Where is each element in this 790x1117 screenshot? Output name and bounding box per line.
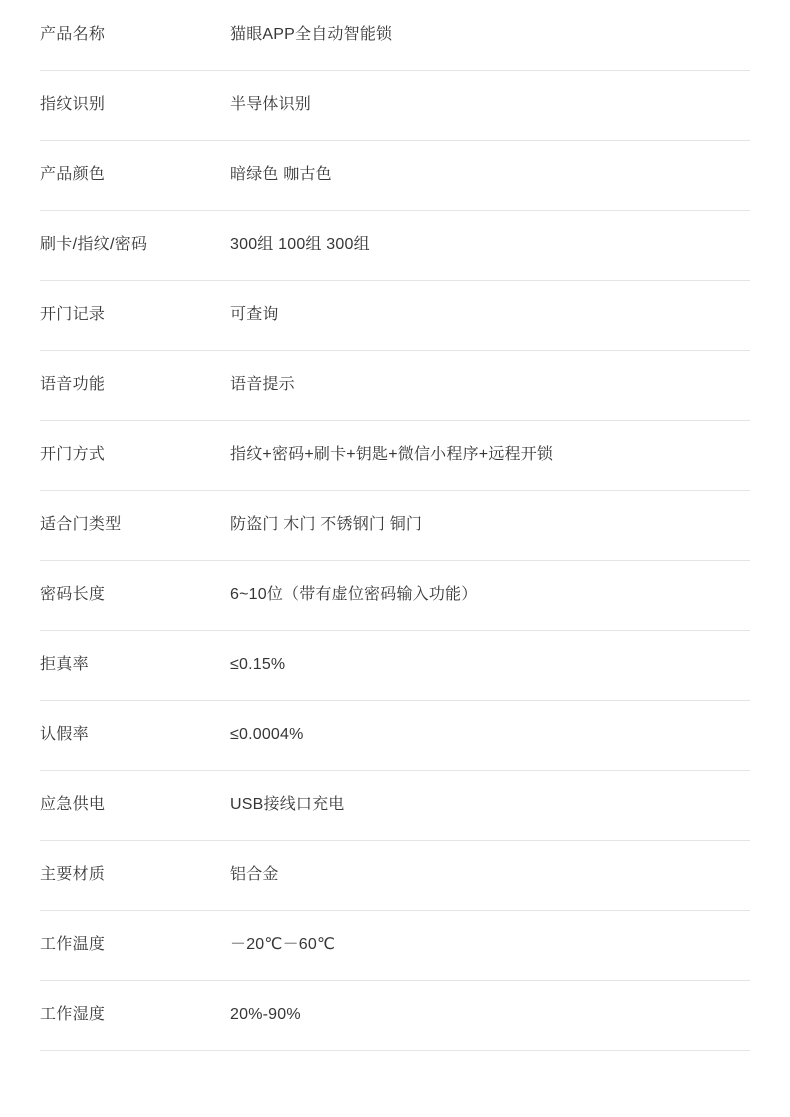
spec-label: 适合门类型: [40, 490, 230, 560]
spec-value: ≤0.15%: [230, 630, 750, 700]
spec-label: 刷卡/指纹/密码: [40, 210, 230, 280]
table-row: [40, 700, 750, 770]
table-row: [40, 630, 750, 700]
spec-label: 指纹识别: [40, 70, 230, 140]
spec-label: 开门方式: [40, 420, 230, 490]
spec-label: 拒真率: [40, 630, 230, 700]
table-row: [40, 210, 750, 280]
spec-value: 300组 100组 300组: [230, 210, 750, 280]
table-row: [40, 0, 750, 70]
spec-label: 认假率: [40, 700, 230, 770]
spec-label: 工作温度: [40, 910, 230, 980]
spec-value: 防盗门 木门 不锈钢门 铜门: [230, 490, 750, 560]
table-row: [40, 490, 750, 560]
spec-label: 产品名称: [40, 0, 230, 70]
spec-label: 工作湿度: [40, 980, 230, 1050]
spec-label: 密码长度: [40, 560, 230, 630]
spec-label: 开门记录: [40, 280, 230, 350]
spec-value: USB接线口充电: [230, 770, 750, 840]
table-row: [40, 280, 750, 350]
specification-table-body: [40, 0, 750, 1050]
table-row: [40, 840, 750, 910]
spec-value: 猫眼APP全自动智能锁: [230, 0, 750, 70]
table-row: [40, 350, 750, 420]
spec-value: 铝合金: [230, 840, 750, 910]
spec-value: 半导体识别: [230, 70, 750, 140]
spec-label: 应急供电: [40, 770, 230, 840]
spec-value: 指纹+密码+刷卡+钥匙+微信小程序+远程开锁: [230, 420, 750, 490]
spec-label: 产品颜色: [40, 140, 230, 210]
spec-label: 语音功能: [40, 350, 230, 420]
spec-value: 暗绿色 咖古色: [230, 140, 750, 210]
spec-label: 主要材质: [40, 840, 230, 910]
spec-value: 语音提示: [230, 350, 750, 420]
table-row: [40, 70, 750, 140]
spec-value: －20℃－60℃: [230, 910, 750, 980]
spec-value: 可查询: [230, 280, 750, 350]
spec-value: ≤0.0004%: [230, 700, 750, 770]
table-row: [40, 420, 750, 490]
table-row: [40, 910, 750, 980]
table-row: [40, 770, 750, 840]
spec-value: 20%-90%: [230, 980, 750, 1050]
table-row: [40, 980, 750, 1050]
spec-value: 6~10位（带有虚位密码输入功能）: [230, 560, 750, 630]
specification-table: [40, 0, 750, 1051]
table-row: [40, 560, 750, 630]
table-row: [40, 140, 750, 210]
